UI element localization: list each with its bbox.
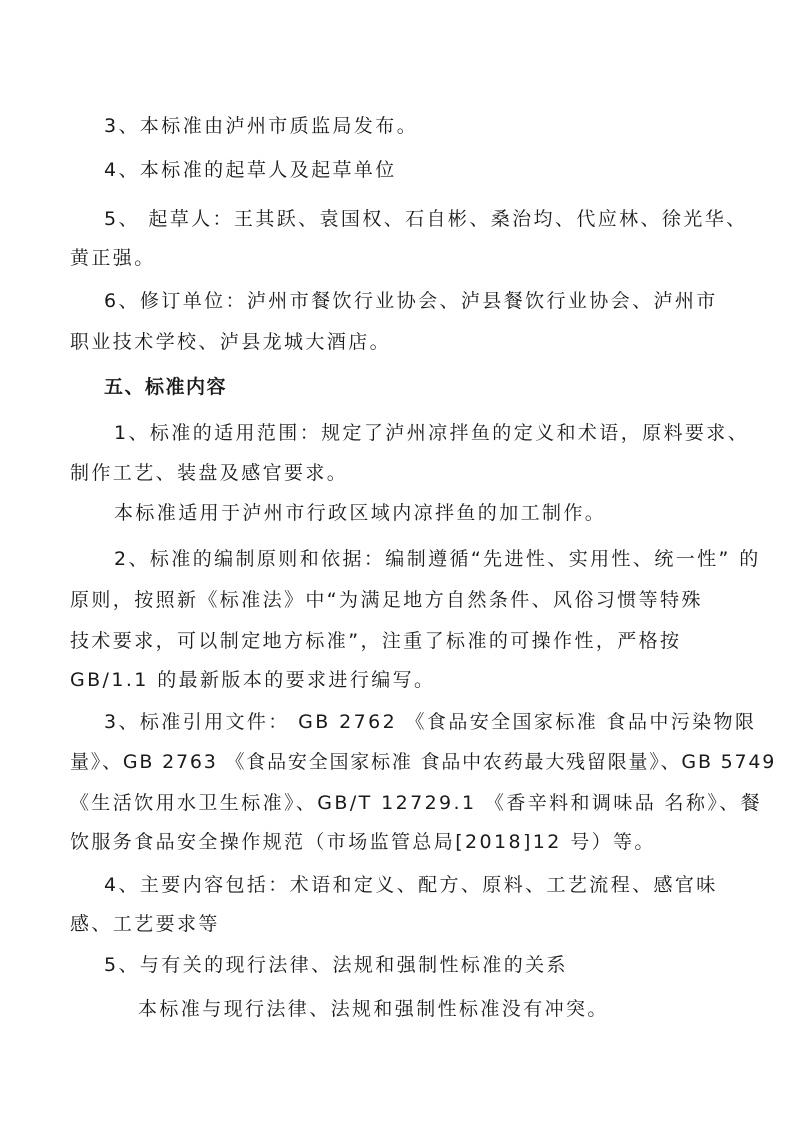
item-3-line-2: 量》、GB 2763 《食品安全国家标准 食品中农药最大残留限量》、GB 5749	[70, 751, 777, 773]
item-3-line-4: 饮服务食品安全操作规范（市场监管总局[2018]12 号）等。	[70, 831, 656, 853]
item-3-line-1: 3、标准引用文件： GB 2762 《食品安全国家标准 食品中污染物限	[104, 711, 757, 733]
item-4-line-2: 感、工艺要求等	[70, 913, 220, 935]
item-2-line-4: GB/1.1 的最新版本的要求进行编写。	[70, 669, 436, 691]
section-heading: 五、标准内容	[104, 376, 228, 398]
paragraph-5-line-1: 5、 起草人：王其跃、袁国权、石自彬、桑治均、代应林、徐光华、	[104, 208, 748, 230]
item-3-line-3: 《生活饮用水卫生标准》、GB/T 12729.1 《香辛料和调味品 名称》、餐	[70, 792, 763, 814]
paragraph-4: 4、本标准的起草人及起草单位	[104, 159, 397, 181]
item-2-line-1: 2、标准的编制原则和依据：编制遵循“先进性、实用性、统一性” 的	[114, 548, 761, 570]
item-2-line-2: 原则，按照新《标准法》中“为满足地方自然条件、风俗习惯等特殊	[70, 589, 703, 611]
paragraph-3: 3、本标准由泸州市质监局发布。	[104, 115, 419, 137]
item-4-line-1: 4、主要内容包括：术语和定义、配方、原料、工艺流程、感官味	[104, 874, 718, 896]
item-5-line-2: 本标准与现行法律、法规和强制性标准没有冲突。	[138, 998, 609, 1020]
item-5-line-1: 5、与有关的现行法律、法规和强制性标准的关系	[104, 954, 568, 976]
item-1-line-3: 本标准适用于泸州市行政区域内凉拌鱼的加工制作。	[114, 502, 607, 524]
item-1-line-2: 制作工艺、装盘及感官要求。	[70, 462, 349, 484]
paragraph-6-line-2: 职业技术学校、泸县龙城大酒店。	[70, 331, 392, 353]
item-2-line-3: 技术要求，可以制定地方标准”，注重了标准的可操作性，严格按	[70, 630, 682, 652]
item-1-line-1: 1、标准的适用范围：规定了泸州凉拌鱼的定义和术语，原料要求、	[114, 422, 750, 444]
paragraph-5-line-2: 黄正强。	[70, 247, 156, 269]
paragraph-6-line-1: 6、修订单位：泸州市餐饮行业协会、泸县餐饮行业协会、泸州市	[104, 290, 718, 312]
